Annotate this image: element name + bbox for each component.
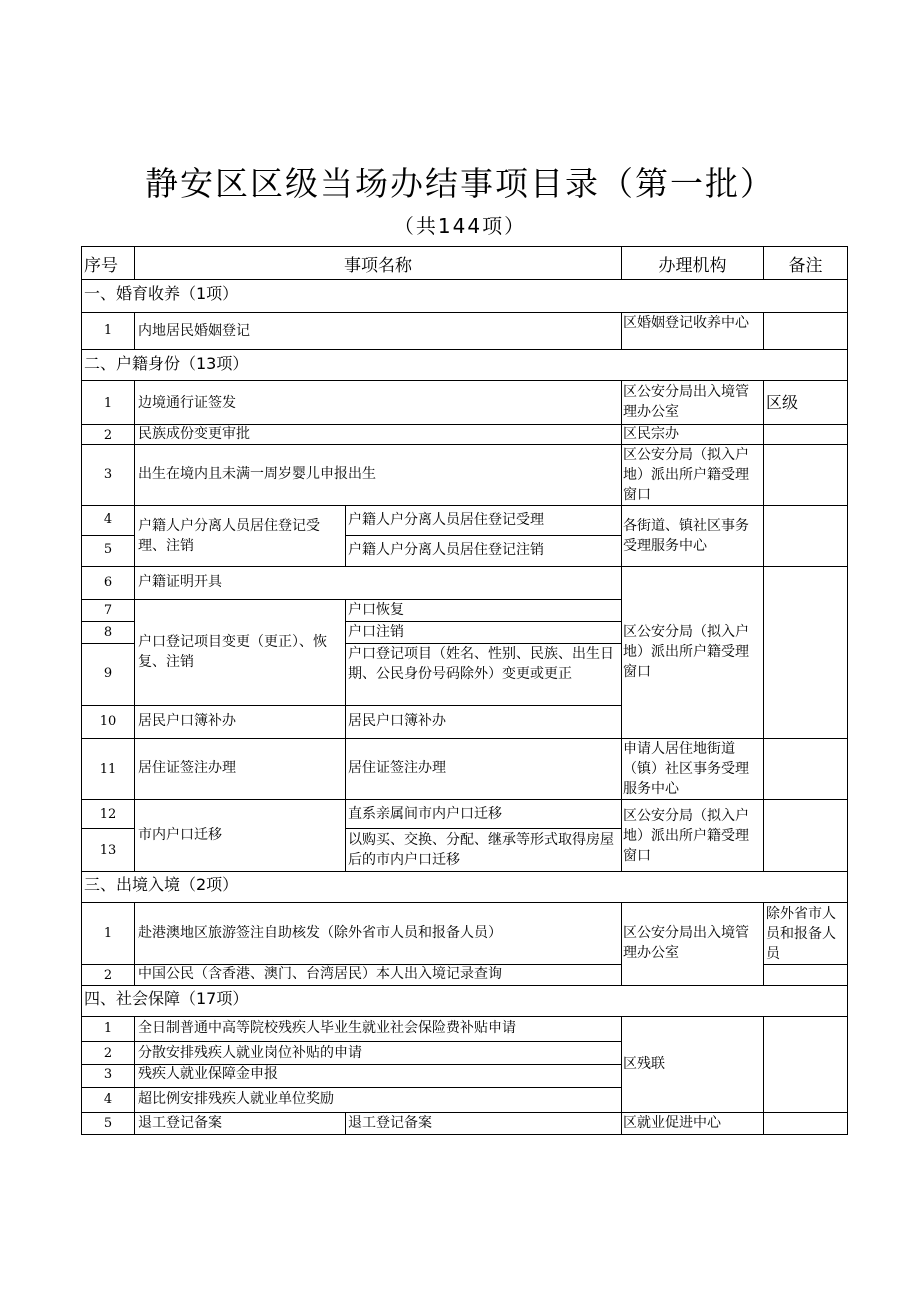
item-subname: 户籍人户分离人员居住登记受理: [348, 512, 544, 528]
item-subname: 退工登记备案: [348, 1115, 432, 1131]
header-seq: 序号: [84, 256, 118, 276]
header-name: 事项名称: [344, 256, 412, 276]
row-number: 11: [99, 762, 117, 777]
header-org: 办理机构: [658, 256, 727, 276]
item-name: 户口登记项目变更（更正）、恢复、注销: [138, 634, 327, 670]
item-name: 边境通行证签发: [138, 395, 236, 411]
row-number: 2: [103, 428, 113, 443]
row-number: 3: [103, 467, 113, 482]
row-number: 2: [103, 968, 113, 983]
item-org: 申请人居住地街道（镇）社区事务受理服务中心: [623, 741, 749, 797]
row-number: 1: [103, 1021, 113, 1036]
item-org: 区公安分局出入境管理办公室: [623, 925, 749, 961]
section-heading: 二、户籍身份（13项）: [84, 354, 249, 373]
item-name: 居民户口簿补办: [138, 713, 236, 729]
item-name: 赴港澳地区旅游签注自助核发（除外省市人员和报备人员）: [138, 925, 502, 941]
item-note: 除外省市人员和报备人员: [766, 906, 836, 962]
row-number: 1: [103, 396, 113, 411]
item-name: 户籍证明开具: [138, 574, 222, 590]
item-note: 区级: [766, 393, 799, 412]
item-name: 残疾人就业保障金申报: [138, 1066, 278, 1082]
item-name: 居住证签注办理: [138, 760, 236, 776]
row-number: 10: [99, 714, 117, 729]
row-number: 13: [99, 843, 117, 858]
item-org: 各街道、镇社区事务受理服务中心: [623, 518, 749, 554]
row-number: 3: [103, 1067, 113, 1082]
row-number: 4: [103, 1092, 113, 1107]
item-subname: 居住证签注办理: [348, 760, 446, 776]
item-name: 退工登记备案: [138, 1115, 222, 1131]
item-org: 区婚姻登记收养中心: [623, 315, 749, 331]
item-subname: 以购买、交换、分配、继承等形式取得房屋后的市内户口迁移: [348, 832, 614, 868]
item-name: 市内户口迁移: [138, 827, 222, 843]
item-org: 区残联: [623, 1056, 665, 1072]
row-number: 2: [103, 1046, 113, 1061]
item-name: 内地居民婚姻登记: [138, 323, 250, 339]
item-name: 户籍人户分离人员居住登记受理、注销: [138, 518, 320, 554]
item-subname: 户口恢复: [348, 602, 404, 618]
item-subname: 户口登记项目（姓名、性别、民族、出生日期、公民身份号码除外）变更或更正: [348, 646, 614, 682]
item-name: 民族成份变更审批: [138, 426, 250, 442]
page-subtitle: （共144项）: [393, 214, 527, 238]
item-subname: 户籍人户分离人员居住登记注销: [348, 542, 544, 558]
row-number: 1: [103, 323, 113, 338]
row-number: 6: [103, 575, 113, 590]
item-org: 区公安分局（拟入户地）派出所户籍受理窗口: [623, 447, 749, 503]
row-number: 9: [103, 666, 113, 681]
header-note: 备注: [788, 256, 823, 276]
item-subname: 居民户口簿补办: [348, 713, 446, 729]
row-number: 5: [103, 1116, 113, 1131]
row-number: 12: [99, 807, 117, 822]
item-name: 分散安排残疾人就业岗位补贴的申请: [138, 1045, 362, 1061]
row-number: 1: [103, 926, 113, 941]
section-heading: 三、出境入境（2项）: [84, 875, 239, 894]
item-org: 区公安分局（拟入户地）派出所户籍受理窗口: [623, 808, 749, 864]
item-subname: 直系亲属间市内户口迁移: [348, 806, 502, 822]
section-heading: 一、婚育收养（1项）: [84, 284, 239, 303]
row-number: 5: [103, 542, 113, 557]
page-title: 静安区区级当场办结事项目录（第一批）: [145, 164, 775, 203]
row-number: 7: [103, 603, 113, 618]
item-name: 全日制普通中高等院校残疾人毕业生就业社会保险费补贴申请: [138, 1020, 516, 1036]
item-name: 超比例安排残疾人就业单位奖励: [138, 1091, 334, 1107]
section-heading: 四、社会保障（17项）: [84, 989, 249, 1008]
item-org: 区民宗办: [623, 426, 679, 442]
row-number: 4: [103, 512, 113, 527]
row-number: 8: [103, 625, 113, 640]
item-name: 出生在境内且未满一周岁婴儿申报出生: [138, 466, 376, 482]
item-org: 区就业促进中心: [623, 1115, 721, 1131]
item-subname: 户口注销: [348, 624, 404, 640]
item-name: 中国公民（含香港、澳门、台湾居民）本人出入境记录查询: [138, 966, 502, 982]
item-org: 区公安分局出入境管理办公室: [623, 384, 749, 420]
item-org: 区公安分局（拟入户地）派出所户籍受理窗口: [623, 624, 749, 680]
